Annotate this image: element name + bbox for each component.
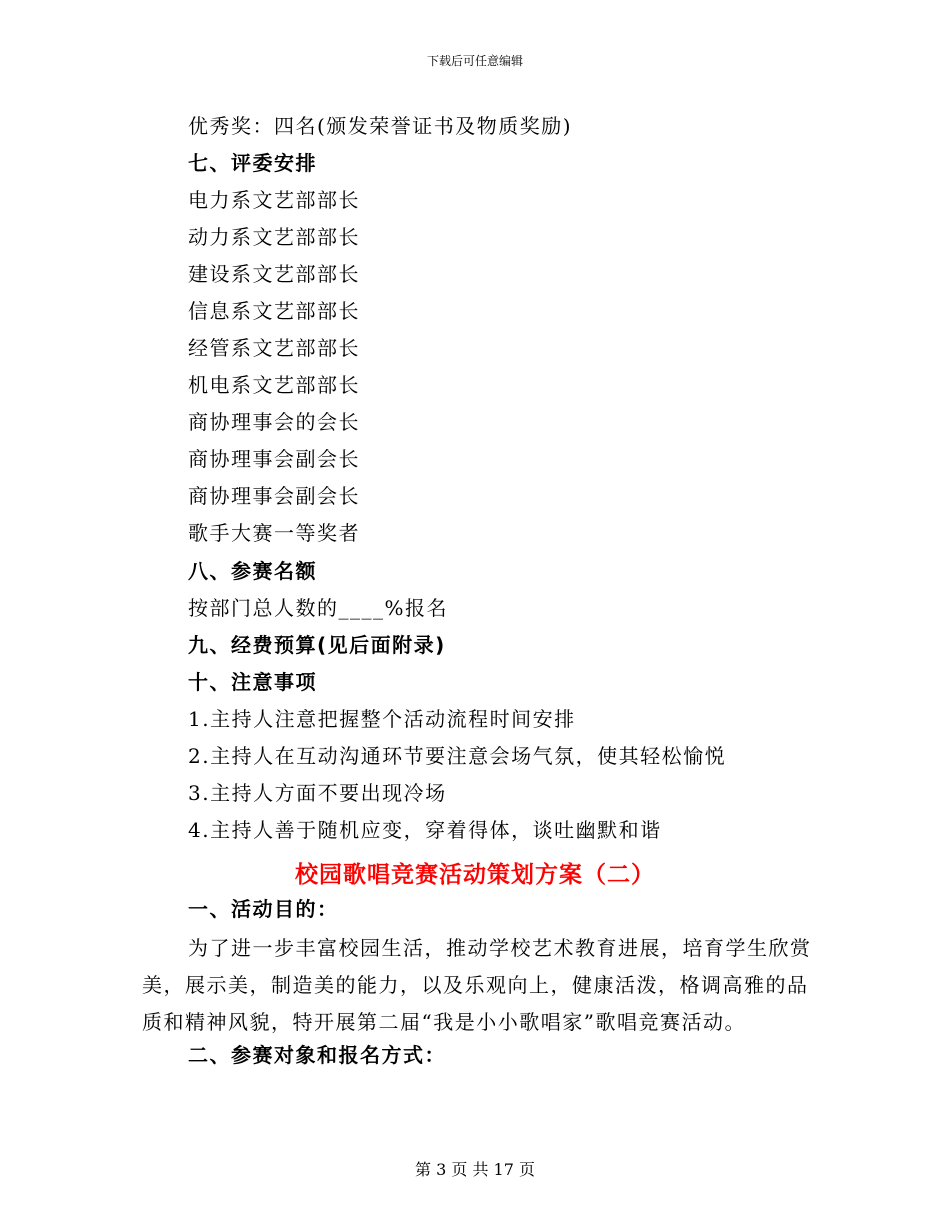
heading-participants: 二、参赛对象和报名方式： [188,1043,446,1067]
section-title: 校园歌唱竞赛活动策划方案（二） [295,862,655,888]
page-header: 下载后可任意编辑 [426,54,523,68]
section-heading-quota: 八、参赛名额 [188,559,317,583]
note-item: 3.主持人方面不要出现冷场 [188,781,447,805]
judge-item: 经管系文艺部部长 [188,336,360,360]
note-item: 2.主持人在互动沟通环节要注意会场气氛，使其轻松愉悦 [188,744,727,768]
judge-item: 动力系文艺部部长 [188,225,360,249]
quota-text: 按部门总人数的____%报名 [188,596,449,620]
section-heading-notes: 十、注意事项 [188,670,317,694]
note-item: 4.主持人善于随机应变，穿着得体，谈吐幽默和谐 [188,818,662,842]
section-heading-budget: 九、经费预算(见后面附录) [188,633,446,657]
note-item: 1.主持人注意把握整个活动流程时间安排 [188,707,576,731]
judge-item: 机电系文艺部部长 [188,373,360,397]
judge-item: 商协理事会副会长 [188,484,360,508]
award-line: 优秀奖：四名(颁发荣誉证书及物质奖励) [188,114,573,138]
judge-item: 商协理事会的会长 [188,410,360,434]
judge-item: 建设系文艺部部长 [188,262,360,286]
purpose-paragraph: 为了进一步丰富校园生活，推动学校艺术教育进展，培育学生欣赏美，展示美，制造美的能力，以及乐观向上，健康活泼，格调高雅的品质和精神风貌，特开展第二届“我是小小歌唱家”歌唱竞赛活动。 [142,936,812,1034]
page-footer: 第 3 页 共 17 页 [415,1160,535,1179]
judge-item: 电力系文艺部部长 [188,188,360,212]
judge-item: 信息系文艺部部长 [188,299,360,323]
judge-item: 商协理事会副会长 [188,447,360,471]
section-heading-judges: 七、评委安排 [188,151,317,175]
judge-item: 歌手大赛一等奖者 [188,521,360,545]
heading-activity-purpose: 一、活动目的： [188,897,339,921]
